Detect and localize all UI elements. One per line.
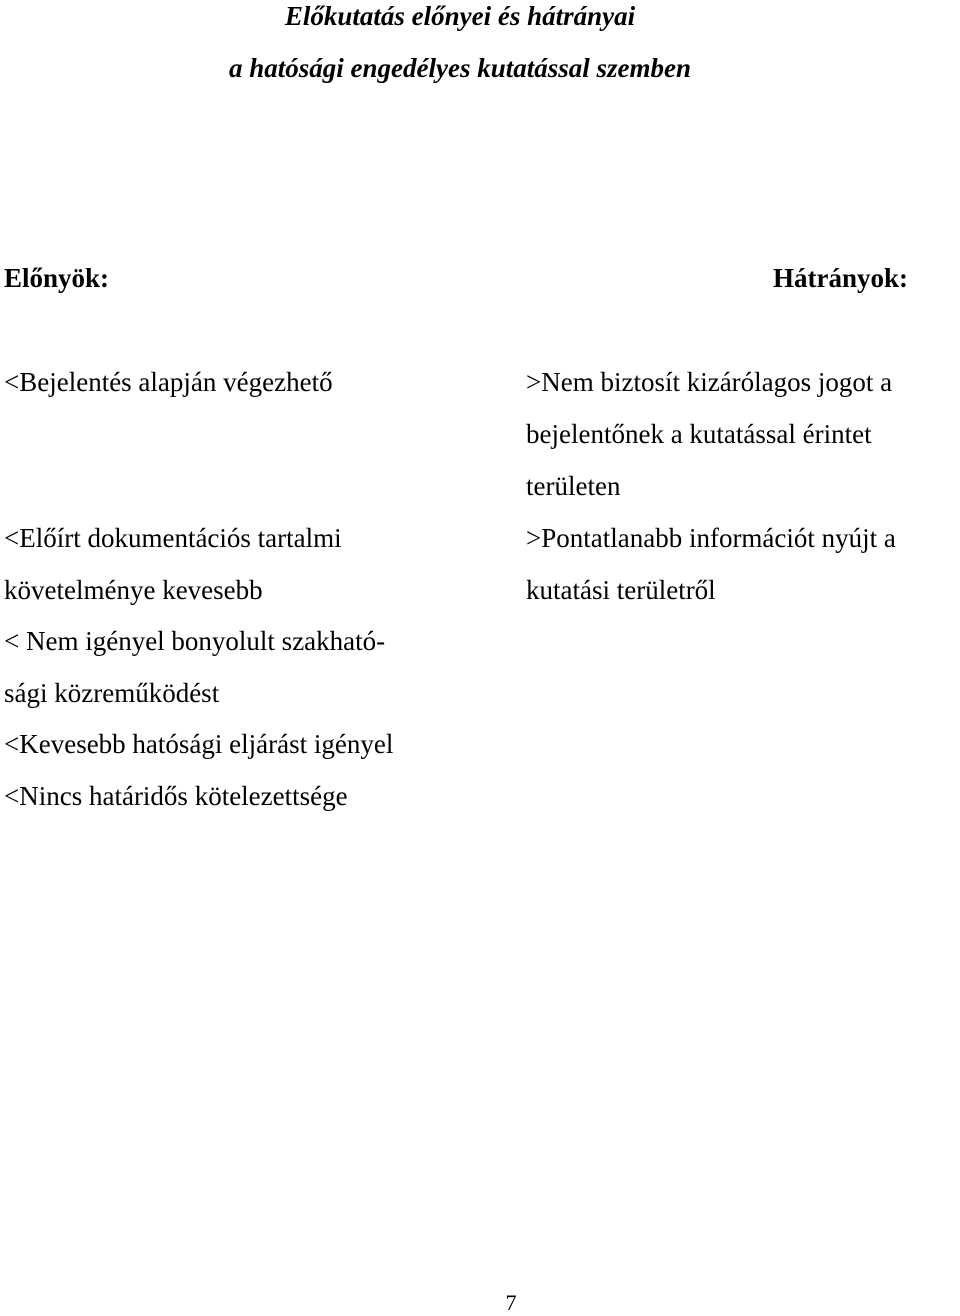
advantage-line: <Kevesebb hatósági eljárást igényel: [4, 729, 394, 759]
advantage-line: <Nincs határidős kötelezettsége: [4, 781, 348, 811]
disadvantage-line: >Nem biztosít kizárólagos jogot a: [526, 367, 893, 397]
disadvantage-line: >Pontatlanabb információt nyújt a: [526, 523, 896, 553]
advantage-line: sági közreműködést: [4, 678, 220, 708]
disadvantage-line: területen: [526, 471, 621, 501]
document-title-line-2: a hatósági engedélyes kutatással szemben: [228, 53, 691, 83]
disadvantage-line: bejelentőnek a kutatással érintet: [526, 419, 872, 449]
advantage-line: < Nem igényel bonyolult szakható-: [4, 626, 386, 656]
document-title-line-1: Előkutatás előnyei és hátrányai: [284, 1, 636, 31]
advantage-line: <Előírt dokumentációs tartalmi: [4, 523, 342, 553]
advantages-heading: Előnyök:: [4, 263, 110, 293]
disadvantages-heading: Hátrányok:: [773, 263, 908, 293]
advantage-line: követelménye kevesebb: [4, 575, 263, 605]
advantage-line: <Bejelentés alapján végezhető: [4, 367, 333, 397]
page-number: 7: [505, 1290, 517, 1315]
disadvantage-line: kutatási területről: [526, 575, 716, 605]
